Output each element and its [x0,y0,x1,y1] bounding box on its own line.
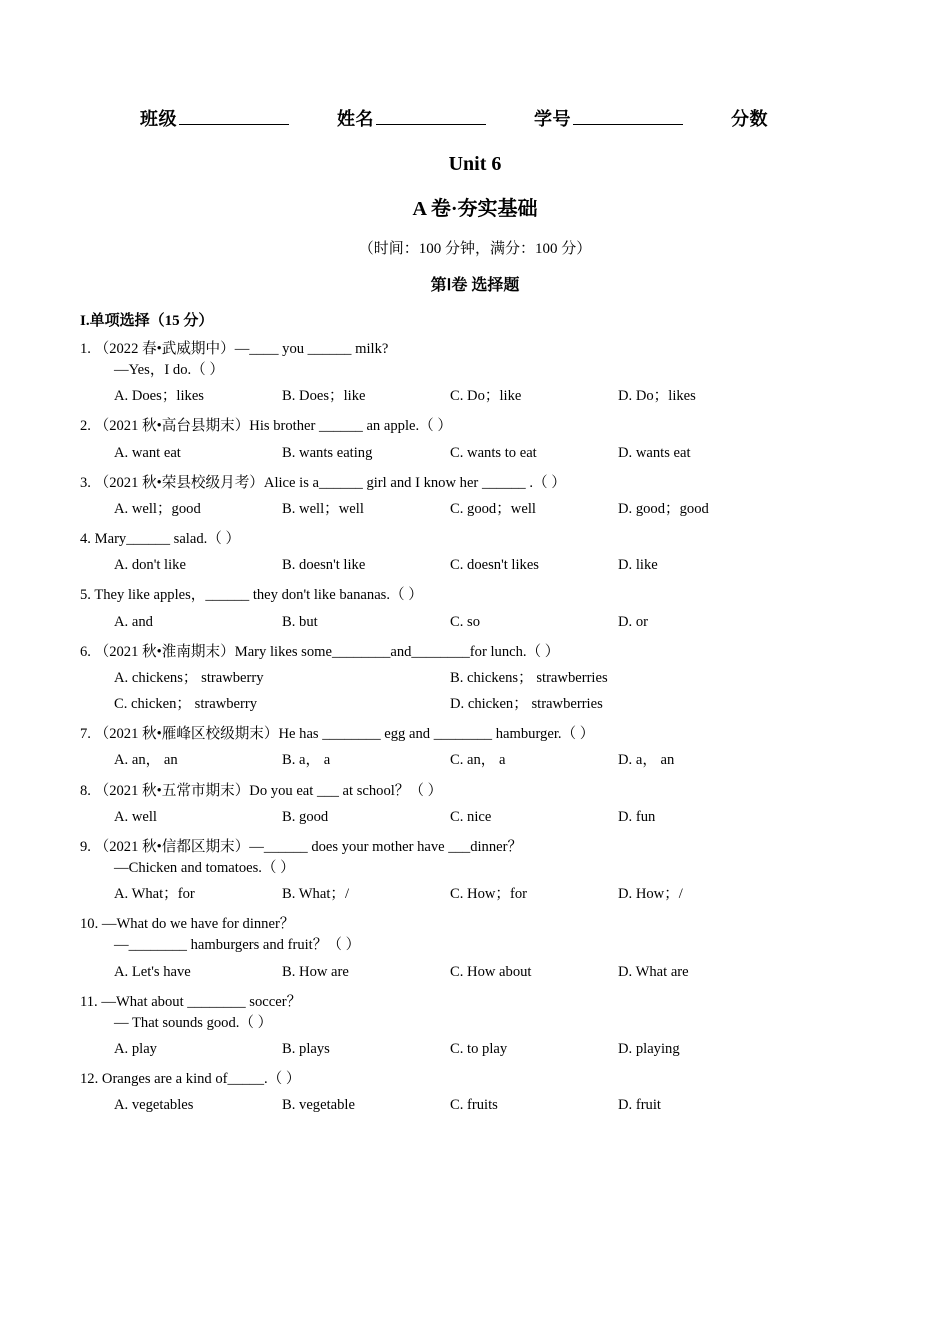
question-item [80,1069,870,1116]
option-d[interactable]: D. Do；likes [618,388,696,405]
option-a[interactable]: A. and [114,613,153,630]
question-item [80,837,870,905]
option-row [80,694,870,715]
option-a[interactable]: A. vegetables [114,1097,194,1114]
option-d[interactable]: D. like [618,557,658,574]
class-label: 班级 [140,109,177,129]
option-a[interactable]: A. well [114,808,157,825]
option-b[interactable]: B. a， a [282,752,331,769]
option-a[interactable]: A. Let's have [114,963,191,980]
option-a[interactable]: A. What；for [114,886,195,903]
option-a[interactable]: A. don't like [114,557,186,574]
question-item [80,781,870,828]
question-list [80,339,870,1117]
score-label: 分数 [731,109,768,129]
question-stem [80,1069,870,1090]
question-number: 10. [80,916,99,933]
question-number: 11. [80,993,98,1010]
option-d[interactable]: D. fruit [618,1097,661,1114]
option-a[interactable]: A. chickens； strawberry [114,669,264,686]
option-c[interactable]: C. wants to eat [450,444,537,461]
question-text: （2021 秋•五常市期末）Do you eat ___ at school？（ ） [94,782,443,799]
name-label: 姓名 [337,109,374,129]
student-id-field [534,105,683,131]
option-b[interactable]: B. vegetable [282,1097,355,1114]
question-stem [80,339,870,360]
option-b[interactable]: B. Does；like [282,388,366,405]
option-row [80,884,870,905]
question-item [80,416,870,463]
question-text: （2021 秋•高台县期末）His brother ______ an apple.（ ） [94,418,452,435]
question-text: （2021 秋•信都区期末）—______ does your mother have ___dinner？ [94,838,523,855]
option-c[interactable]: C. chicken； strawberry [114,696,258,713]
option-row [80,1039,870,1060]
option-b[interactable]: B. good [282,808,329,825]
class-field [140,105,289,131]
option-c[interactable]: C. to play [450,1041,508,1058]
question-text: （2022 春•武威期中）—____ you ______ milk? [94,341,389,357]
question-number: 7. [80,726,91,743]
option-a[interactable]: A. well；good [114,500,201,517]
question-stem [80,837,870,858]
option-row [80,962,870,983]
option-b[interactable]: B. plays [282,1041,330,1058]
option-row [80,807,870,828]
option-d[interactable]: D. wants eat [618,444,691,461]
question-item [80,339,870,407]
option-b[interactable]: B. but [282,613,318,630]
question-text: —What do we have for dinner？ [101,916,295,933]
option-c[interactable]: C. so [450,613,481,630]
name-field [337,105,486,131]
name-blank[interactable] [376,110,486,125]
question-item [80,992,870,1060]
option-b[interactable]: B. chickens； strawberries [450,669,608,686]
option-c[interactable]: C. Do；like [450,388,522,405]
option-a[interactable]: A. want eat [114,444,181,461]
class-blank[interactable] [179,110,289,125]
option-row [80,555,870,576]
student-info-header [140,105,870,131]
question-number: 9. [80,838,91,855]
question-stem [80,585,870,606]
option-row [80,668,870,689]
option-d[interactable]: D. or [618,613,648,630]
option-c[interactable]: C. doesn't likes [450,557,539,574]
option-d[interactable]: D. chicken； strawberries [450,696,603,713]
option-c[interactable]: C. nice [450,808,492,825]
option-b[interactable]: B. well；well [282,500,364,517]
question-item [80,585,870,632]
question-text: （2021 秋•淮南期末）Mary likes some________and________for lunch.（ ） [94,643,560,660]
question-stem [80,473,870,494]
part-title: I.单项选择（15 分） [80,313,214,329]
question-number: 2. [80,418,91,435]
question-stem [80,914,870,935]
question-item [80,473,870,520]
question-stem [80,781,870,802]
option-d[interactable]: D. a， an [618,752,675,769]
question-stem-second-line: —Chicken and tomatoes.（ ） [114,859,295,876]
option-b[interactable]: B. doesn't like [282,557,366,574]
option-b[interactable]: B. What；/ [282,886,350,903]
question-number: 1. [80,341,91,357]
option-a[interactable]: A. Does；likes [114,388,204,405]
option-b[interactable]: B. How are [282,963,349,980]
page-subtitle: A 卷·夯实基础 [412,198,538,220]
question-stem [80,642,870,663]
question-stem [80,724,870,745]
question-stem-second-line: — That sounds good.（ ） [114,1014,273,1031]
option-d[interactable]: D. good；good [618,500,709,517]
student-id-blank[interactable] [573,110,683,125]
option-c[interactable]: C. How about [450,963,532,980]
question-text: Mary______ salad.（ ） [94,531,241,548]
question-stem [80,416,870,437]
option-row [80,443,870,464]
exam-meta: （时间：100 分钟，满分：100 分） [358,241,592,257]
question-text: Oranges are a kind of_____.（ ） [101,1071,301,1088]
question-stem [80,992,870,1013]
question-text: （2021 秋•雁峰区校级期末）He has ________ egg and ________ hamburger.（ ） [94,726,595,743]
question-item [80,529,870,576]
option-d[interactable]: D. What are [618,963,689,980]
question-item [80,914,870,982]
section-title: 第Ⅰ卷 选择题 [430,277,520,294]
option-c[interactable]: C. How；for [450,886,528,903]
option-c[interactable]: C. fruits [450,1097,498,1114]
question-stem [80,529,870,550]
option-a[interactable]: A. play [114,1041,157,1058]
student-id-label: 学号 [534,109,571,129]
question-number: 12. [80,1071,99,1088]
question-item [80,642,870,715]
question-stem-second-line: —________ hamburgers and fruit？（ ） [114,937,361,954]
option-row [80,612,870,633]
option-row [80,750,870,771]
question-number: 4. [80,531,91,548]
question-text: （2021 秋•荣县校级月考）Alice is a______ girl and I know her ______ .（ ） [94,474,566,491]
question-stem-second-line: —Yes，I do.（ ） [114,362,225,379]
question-text: —What about ________ soccer？ [101,993,302,1010]
question-item [80,724,870,771]
option-d[interactable]: D. fun [618,808,656,825]
option-a[interactable]: A. an， an [114,752,178,769]
option-d[interactable]: D. playing [618,1041,680,1058]
option-d[interactable]: D. How；/ [618,886,683,903]
question-number: 6. [80,643,91,660]
option-c[interactable]: C. good；well [450,500,536,517]
question-text: They like apples，______ they don't like bananas.（ ） [94,587,423,604]
page-title: Unit 6 [448,153,502,175]
score-field [731,105,768,131]
option-row [80,499,870,520]
option-row [80,1095,870,1116]
question-number: 8. [80,782,91,799]
option-c[interactable]: C. an， a [450,752,506,769]
question-number: 3. [80,474,91,491]
option-row [80,386,870,407]
option-b[interactable]: B. wants eating [282,444,373,461]
question-number: 5. [80,587,91,604]
